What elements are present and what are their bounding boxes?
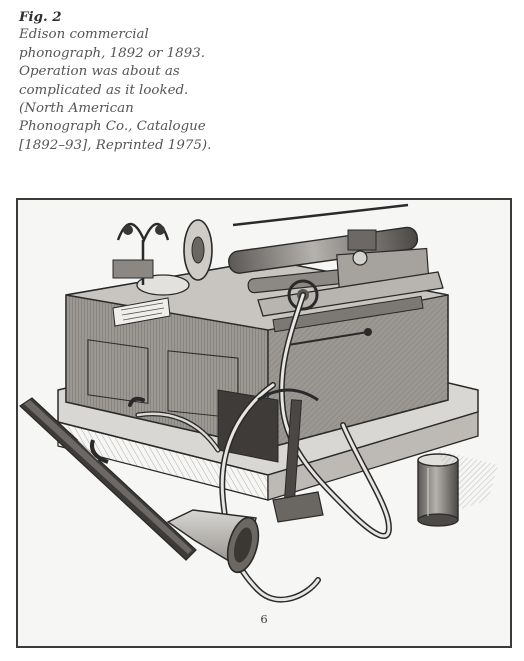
figure-label: Fig. 2 — [19, 9, 62, 25]
phonograph-illustration — [16, 198, 512, 648]
figure-caption — [19, 8, 219, 155]
page-number: 6 — [260, 612, 268, 626]
phonograph-engraving — [18, 200, 510, 646]
figure-caption-text: Edison commercial phonograph, 1892 or 1893. Operation was about as complicated as it looked. (North American Phonograph Co., Catalogue [1892–93], Reprinted 1975). — [19, 27, 212, 153]
